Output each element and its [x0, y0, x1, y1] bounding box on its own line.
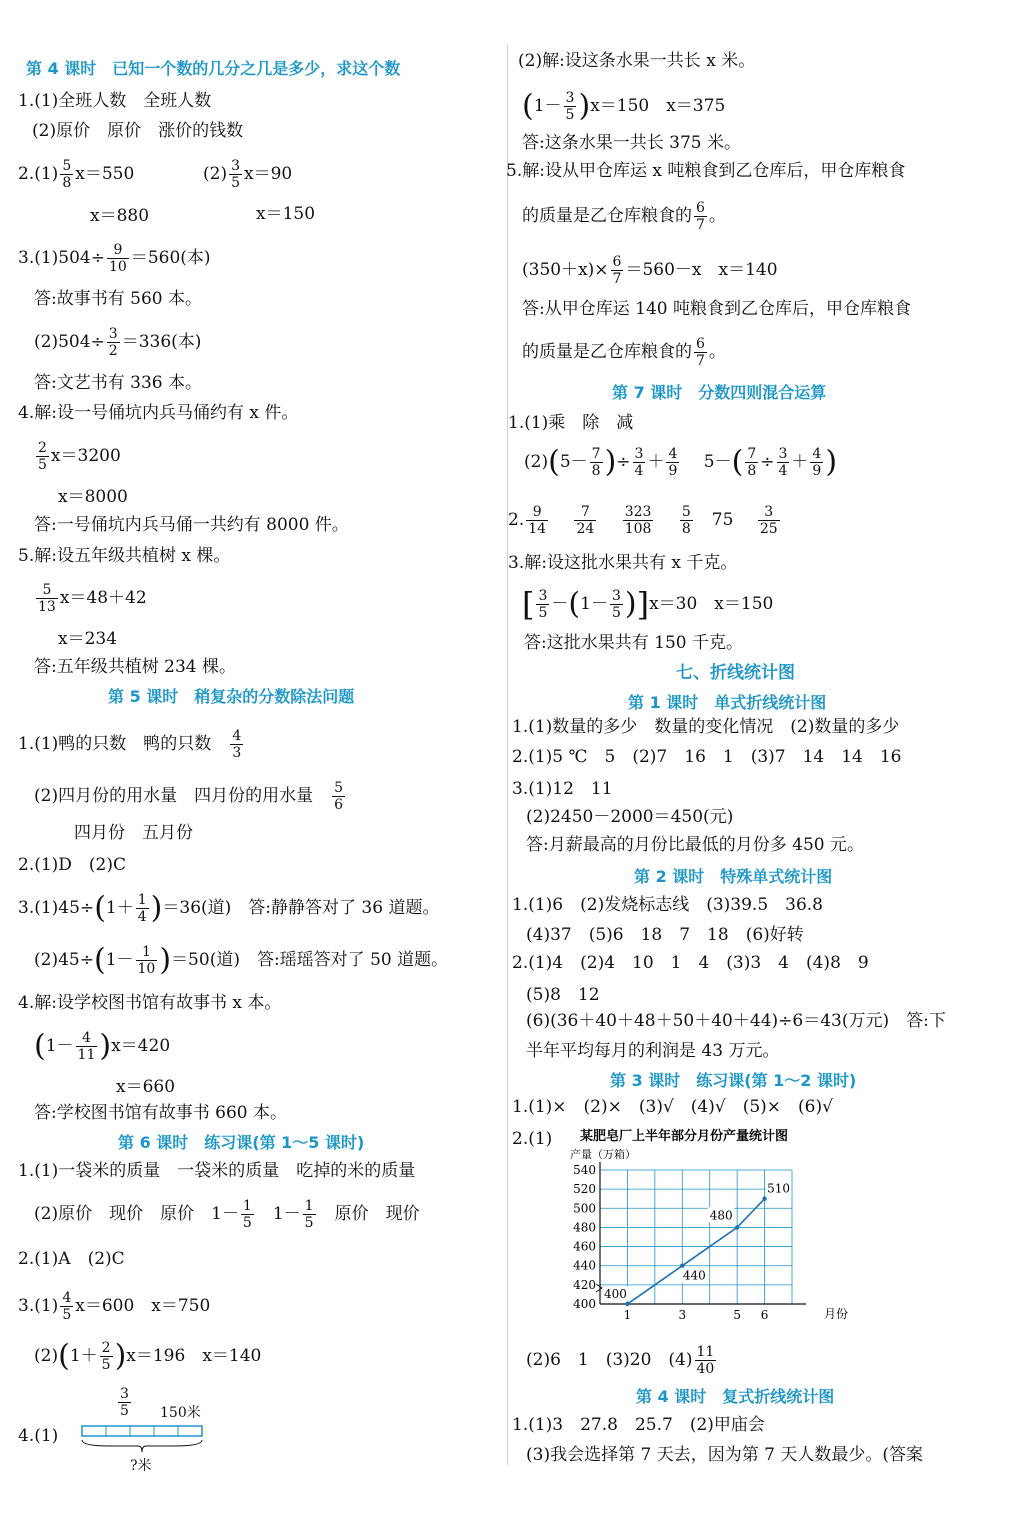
- answer-line: (5)8 12: [526, 985, 600, 1005]
- answer-line: 答:这批水果共有 150 千克。: [524, 633, 743, 653]
- segment-diagram: [80, 1418, 210, 1458]
- answer-line: x＝880: [90, 206, 150, 226]
- answer-line: 2.(1) $\frac{5}{8}$ x＝550: [18, 158, 135, 191]
- answer-line: 1.(1)6 (2)发烧标志线 (3)39.5 36.8: [512, 895, 823, 915]
- data-label: 440: [682, 1268, 706, 1283]
- chart-title: 某肥皂厂上半年部分月份产量统计图: [580, 1129, 789, 1144]
- diagram-label: ?米: [130, 1458, 152, 1474]
- answer-line: 3.(1)45÷(1＋ $\frac{1}{4}$ )＝36(道) 答:静静答对了 36 道题。: [18, 890, 440, 926]
- answer-line: 答:学校图书馆有故事书 660 本。: [34, 1103, 287, 1123]
- answer-line: $\frac{5}{13}$ x＝48＋42: [38, 582, 147, 615]
- answer-line: 3.(1) $\frac{4}{5}$ x＝600 x＝750: [18, 1290, 211, 1323]
- answer-line: 四月份 五月份: [74, 823, 193, 843]
- column-divider: [507, 45, 508, 1465]
- answer-line: 2.(1)A (2)C: [18, 1249, 125, 1269]
- diagram-label: 150米: [160, 1405, 201, 1421]
- answer-line: 2.(1)5 ℃ 5 (2)7 16 1 (3)7 14 14 16: [512, 747, 902, 767]
- x-axis-label: 月份: [824, 1307, 849, 1321]
- answer-line: (2)原价 原价 涨价的钱数: [32, 121, 244, 141]
- y-tick-label: 460: [573, 1239, 596, 1254]
- answer-line: (2)6 1 (3)20 (4) $\frac{11}{40}$: [526, 1344, 715, 1377]
- answer-line: 1.(1)3 27.8 25.7 (2)甲庙会: [512, 1415, 765, 1435]
- answer-line: 答:故事书有 560 本。: [34, 289, 202, 309]
- answer-line: 1.(1)鸭的只数 鸭的只数 $\frac{4}{3}$: [18, 728, 242, 761]
- answer-line: 1.(1)全班人数 全班人数: [18, 91, 212, 111]
- diagram-fraction: $\frac{3}{5}$: [120, 1386, 129, 1419]
- answer-line: 5.解:设从甲仓库运 x 吨粮食到乙仓库后，甲仓库粮食: [506, 161, 906, 181]
- y-tick-label: 420: [573, 1277, 596, 1292]
- answer-line: (2)(5－ $\frac{7}{8}$ )÷ $\frac{3}{4}$ ＋ $\frac{4}{9}$ 5－( $\frac{7}{8}$ ÷ $\frac{3}{4}$ ＋ $\frac{4}{9}$ ): [524, 444, 838, 480]
- answer-line: (2)45÷(1－ $\frac{1}{10}$ )＝50(道) 答:瑶瑶答对了 50 道题。: [34, 942, 449, 978]
- answer-line: x＝150: [256, 204, 316, 224]
- answer-line: (2)(1＋ $\frac{2}{5}$ )x＝196 x＝140: [34, 1338, 262, 1374]
- answer-line: 的质量是乙仓库粮食的 $\frac{6}{7}$ 。: [522, 336, 726, 369]
- answer-line: (2) $\frac{3}{5}$ x＝90: [203, 158, 293, 191]
- data-point: [625, 1302, 629, 1306]
- y-tick-label: 500: [573, 1201, 596, 1216]
- lesson5-heading: 第 5 课时 稍复杂的分数除法问题: [108, 687, 355, 706]
- answer-line: [ $\frac{3}{5}$ －(1－ $\frac{3}{5}$ )]x＝30 x＝150: [522, 585, 774, 624]
- answer-line: 2.(1)4 (2)4 10 1 4 (3)3 4 (4)8 9: [512, 953, 869, 973]
- data-point: [735, 1225, 739, 1229]
- answer-line: 2.(1): [512, 1129, 553, 1149]
- answer-line: 答:一号俑坑内兵马俑一共约有 8000 件。: [34, 515, 349, 535]
- answer-line: 答:从甲仓库运 140 吨粮食到乙仓库后，甲仓库粮食: [522, 299, 911, 319]
- y-tick-label: 540: [573, 1163, 596, 1177]
- answer-line: 4.(1): [18, 1426, 59, 1446]
- y-tick-label: 440: [573, 1258, 596, 1273]
- data-label: 480: [709, 1208, 733, 1223]
- data-label: 510: [767, 1181, 791, 1196]
- x-tick-label: 3: [678, 1308, 687, 1322]
- answer-line: (2)原价 现价 原价 1－ $\frac{1}{5}$ 1－ $\frac{1}{5}$ 原价 现价: [34, 1198, 420, 1231]
- lesson4-heading: 第 4 课时 已知一个数的几分之几是多少，求这个数: [26, 59, 401, 78]
- answer-line: 3.解:设这批水果共有 x 千克。: [508, 553, 738, 573]
- answer-line: (2)解:设这条水果一共长 x 米。: [518, 51, 756, 71]
- answer-line: 半年平均每月的利润是 43 万元。: [526, 1041, 780, 1061]
- answer-line: x＝660: [116, 1077, 176, 1097]
- answer-line: 1.(1)数量的多少 数量的变化情况 (2)数量的多少: [512, 717, 900, 737]
- answer-line: 3.(1)12 11: [512, 779, 613, 799]
- answer-line: 2.(1)D (2)C: [18, 855, 127, 875]
- answer-line: 4.解:设学校图书馆有故事书 x 本。: [18, 993, 282, 1013]
- y-tick-label: 400: [573, 1297, 596, 1311]
- answer-line: (1－ $\frac{3}{5}$ )x＝150 x＝375: [522, 88, 726, 124]
- data-point: [680, 1264, 684, 1268]
- lesson-heading: 第 3 课时 练习课(第 1～2 课时): [610, 1071, 857, 1090]
- answer-line: (350＋x)× $\frac{6}{7}$ ＝560－x x＝140: [522, 254, 778, 287]
- answer-line: x＝234: [58, 629, 118, 649]
- y-tick-label: 520: [573, 1182, 596, 1197]
- x-tick-label: 1: [623, 1308, 632, 1322]
- answer-line: (6)(36＋40＋48＋50＋40＋44)÷6＝43(万元) 答:下: [526, 1011, 946, 1031]
- answer-line: (3)我会选择第 7 天去，因为第 7 天人数最少。(答案: [526, 1445, 923, 1465]
- lesson-heading: 第 1 课时 单式折线统计图: [628, 693, 827, 712]
- answer-line: $\frac{2}{5}$ x＝3200: [38, 440, 121, 473]
- answer-line: (1－ $\frac{4}{11}$ )x＝420: [34, 1028, 171, 1064]
- answer-line: 1.(1)乘 除 减: [508, 413, 634, 433]
- answer-line: 答:五年级共植树 234 棵。: [34, 657, 236, 677]
- answer-line: 1.(1)× (2)× (3)√ (4)√ (5)× (6)√: [512, 1097, 833, 1117]
- data-label: 400: [603, 1287, 627, 1301]
- answer-line: 5.解:设五年级共植树 x 棵。: [18, 546, 231, 566]
- x-tick-label: 5: [733, 1308, 741, 1322]
- lesson7-heading: 第 7 课时 分数四则混合运算: [612, 383, 827, 402]
- answer-line: (2)504÷ $\frac{3}{2}$ ＝336(本): [34, 326, 202, 359]
- y-tick-label: 480: [573, 1220, 596, 1235]
- answer-line: (2)四月份的用水量 四月份的用水量 $\frac{5}{6}$: [34, 780, 344, 813]
- answer-line: 1.(1)一袋米的质量 一袋米的质量 吃掉的米的质量: [18, 1161, 416, 1181]
- lesson-heading: 第 2 课时 特殊单式统计图: [634, 867, 833, 886]
- series-line: [627, 1199, 764, 1304]
- y-axis-label: 产量（万箱）: [570, 1148, 636, 1161]
- line-chart: [562, 1126, 862, 1336]
- answer-line: 答:文艺书有 336 本。: [34, 373, 202, 393]
- x-tick-label: 6: [760, 1308, 769, 1322]
- answer-line: (2)2450－2000＝450(元): [526, 807, 734, 827]
- data-point: [762, 1197, 766, 1201]
- answer-line: 答:这条水果一共长 375 米。: [522, 133, 741, 153]
- lesson-heading: 第 4 课时 复式折线统计图: [636, 1387, 835, 1406]
- answer-line: 答:月薪最高的月份比最低的月份多 450 元。: [526, 835, 864, 855]
- answer-line: (4)37 (5)6 18 7 18 (6)好转: [526, 925, 804, 945]
- chapter-heading: 七、折线统计图: [676, 663, 795, 683]
- answer-line: x＝8000: [58, 487, 128, 507]
- answer-line: 2. $\frac{9}{14}$ $\frac{7}{24}$ $\frac{323}{108}$ $\frac{5}{8}$ 75 $\frac{3}{25}$: [508, 504, 778, 537]
- answer-line: 4.解:设一号俑坑内兵马俑约有 x 件。: [18, 403, 299, 423]
- lesson6-heading: 第 6 课时 练习课(第 1～5 课时): [118, 1133, 365, 1152]
- answer-line: 3.(1)504÷ $\frac{9}{10}$ ＝560(本): [18, 242, 211, 275]
- answer-line: 的质量是乙仓库粮食的 $\frac{6}{7}$ 。: [522, 200, 726, 233]
